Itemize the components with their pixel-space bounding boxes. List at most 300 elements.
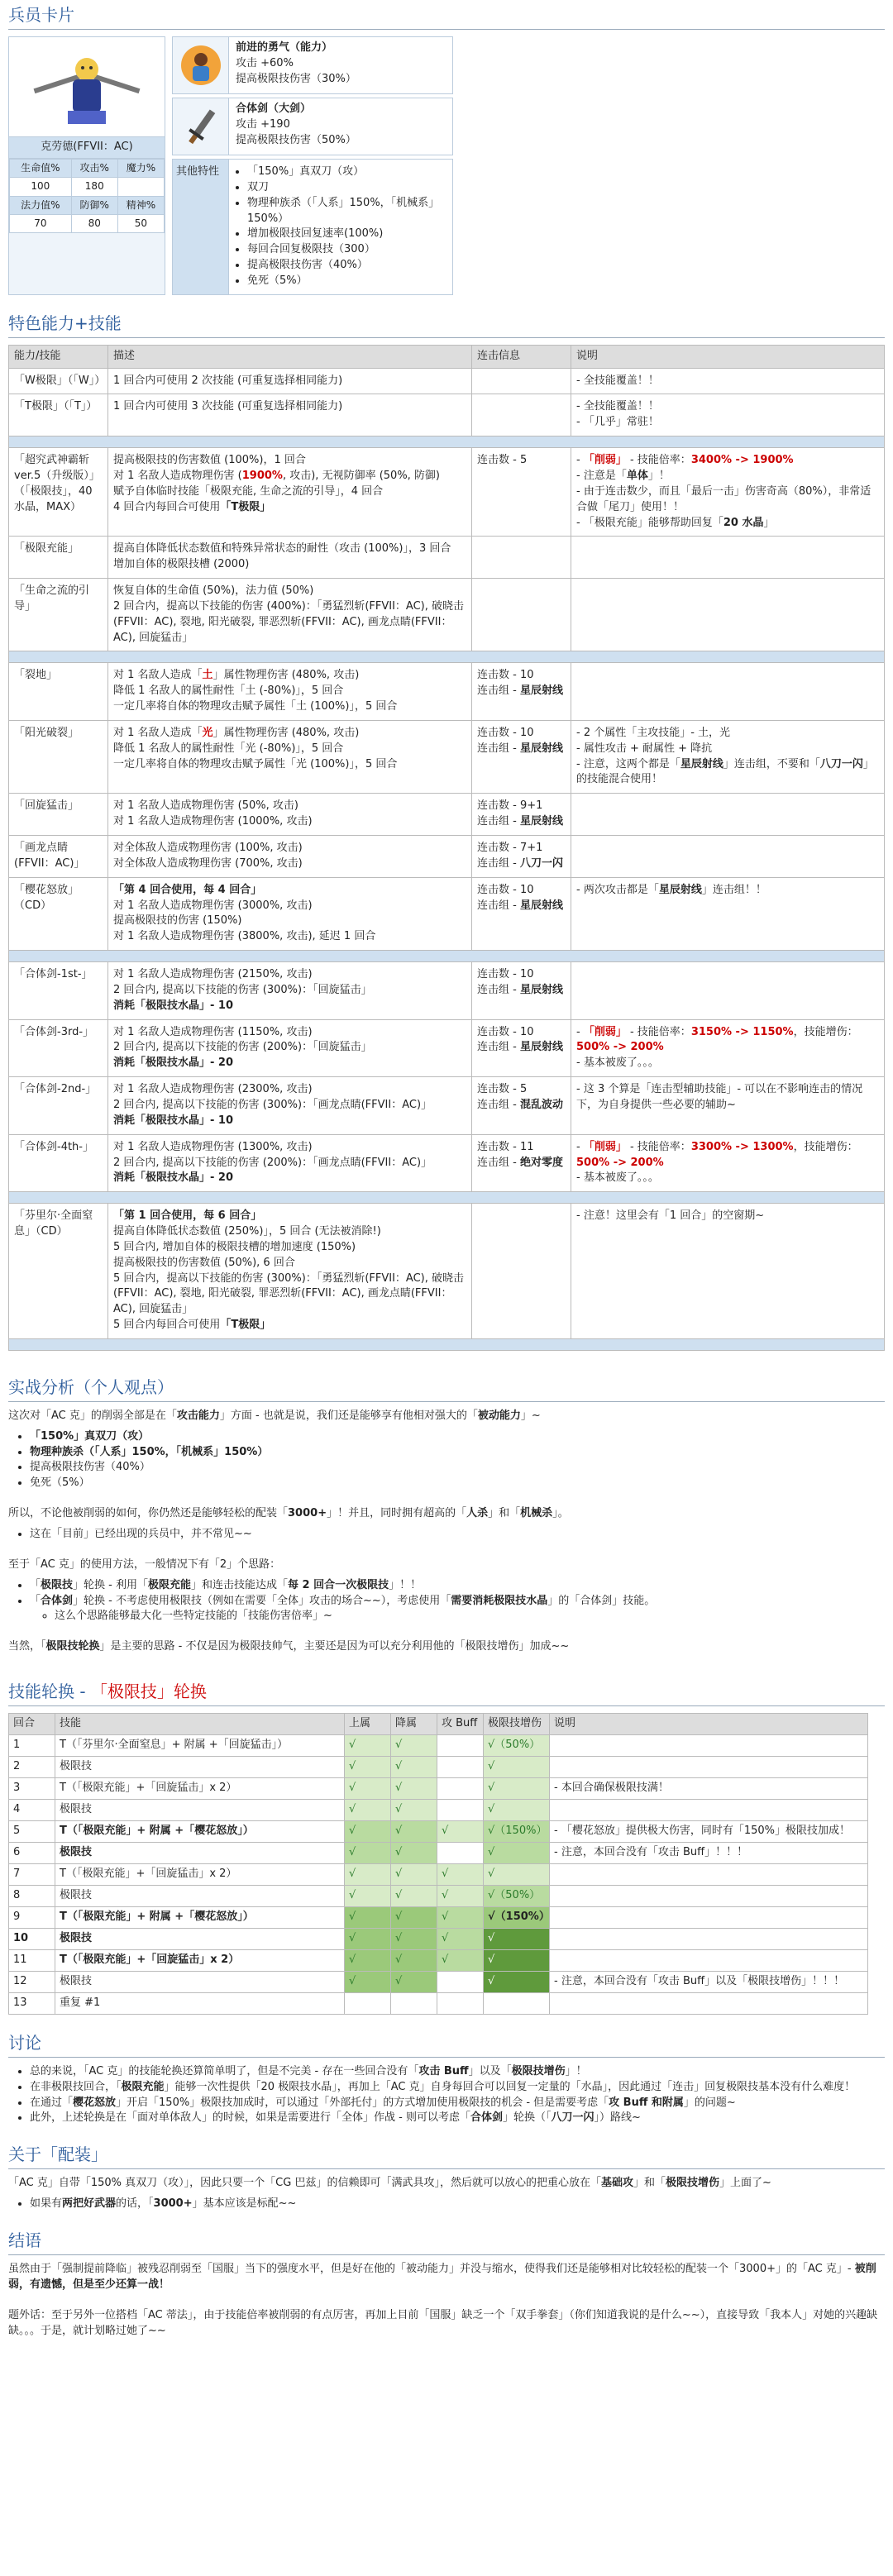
- check-mark: √: [345, 1863, 391, 1885]
- check-mark: √: [345, 1906, 391, 1928]
- note-bold: 八刀一闪: [819, 757, 863, 770]
- combo-label: 连击组 -: [477, 1041, 520, 1054]
- unit-portrait: [9, 37, 165, 136]
- note-red: 3300% -> 1300%: [690, 1140, 794, 1153]
- skill-desc: 提高极限技的伤害 (150%): [113, 914, 242, 928]
- table-row: [9, 1863, 868, 1885]
- equip-line: 提高极限技伤害（50%）: [236, 133, 356, 146]
- desc-text: 」属性物理伤害 (480%, 攻击): [213, 726, 360, 739]
- equip-paragraph: 「AC 克」自带「150% 真双刀（攻）」，因此只要一个「CG 巴兹」的信赖即可「满武具攻」，然后就可以放心的把重心放在「基础攻」和「极限技增伤」上面了~: [8, 2177, 771, 2190]
- list-item: • 「150%」真双刀（攻）: [30, 1429, 885, 1445]
- list-item: • 提高极限技伤害（40%）: [30, 1460, 885, 1476]
- skill-note: - 这 3 个算是「连击型辅助技能」- 可以在不影响连击的情况下，为自身提供一些必要的辅助~: [571, 1077, 885, 1135]
- analysis-paragraph: 所以，不论他被削弱的如何，你仍然还是能够轻松的配装「3000+」！并且，同时拥有超高的「人杀」和「机械杀」。: [8, 1507, 569, 1520]
- limit-buff: √（50%）: [484, 1885, 550, 1906]
- skill-name: 「回旋猛击」: [9, 794, 108, 836]
- turn-note: [550, 1799, 868, 1820]
- combo-info: 连击数 - 10: [477, 883, 534, 896]
- skill-desc: 消耗「极限技水晶」- 10: [113, 999, 234, 1012]
- check-mark: √: [391, 1906, 437, 1928]
- desc-text: 对 1 名敌人造成「: [113, 669, 203, 682]
- column-header: 回合: [9, 1714, 55, 1735]
- table-row: [9, 1971, 868, 1992]
- note-text: - 注意是「: [576, 469, 627, 482]
- skill-desc: 恢复自体的生命值 (50%)，法力值 (50%): [113, 584, 314, 598]
- unit-stats: [9, 159, 165, 234]
- column-header: 技能: [55, 1714, 345, 1735]
- equip-item: [172, 98, 453, 155]
- table-row: [9, 537, 885, 579]
- skill-name: 「樱花怒放」（CD）: [9, 877, 108, 950]
- skill-name: 「T极限」（「T」）: [9, 394, 108, 436]
- note-bold: 星辰射线: [658, 883, 702, 896]
- table-separator: [9, 951, 885, 962]
- table-row: [9, 1885, 868, 1906]
- stat-value: 50: [117, 215, 164, 233]
- turn-number: 10: [9, 1928, 55, 1949]
- stat-label: 生命值%: [10, 159, 72, 177]
- skill-desc: 消耗「极限技水晶」- 10: [113, 1114, 234, 1127]
- combo-group: 混乱波动: [519, 1098, 563, 1111]
- combo-group: 星辰射线: [519, 815, 563, 828]
- skill-desc: 对 1 名敌人造成物理伤害 (1150%, 攻击): [113, 1025, 313, 1038]
- turn-number: 5: [9, 1820, 55, 1842]
- combo-group: 八刀一闪: [519, 856, 563, 870]
- note-text: - 技能倍率：: [626, 1025, 691, 1038]
- list-item: • 在通过「樱花怒放」开启「150%」极限技加成时，可以通过「外部托付」的方式增加使用极限技的机会 - 但是需要考虑「攻 Buff 和附属」的问题~: [30, 2096, 885, 2111]
- column-header: 能力/技能: [9, 345, 108, 368]
- stat-value: 180: [71, 178, 117, 196]
- stat-value: 100: [10, 178, 72, 196]
- list-item: • 免死（5%）: [30, 1476, 885, 1491]
- turn-skill: 重复 #1: [55, 1992, 345, 2014]
- skill-name: 「合体剑-3rd-」: [9, 1019, 108, 1077]
- check-mark: √: [484, 1799, 550, 1820]
- table-row: [9, 1734, 868, 1756]
- skills-table: [8, 345, 885, 1351]
- swordsman-sprite-icon: [25, 41, 149, 132]
- combo-label: 连击组 -: [477, 856, 520, 870]
- note-text: - 注意，这两个都是「: [576, 757, 680, 770]
- note-text: - 技能倍率：: [626, 1140, 691, 1153]
- check-mark: √: [391, 1799, 437, 1820]
- note-text: - 两次攻击都是「: [576, 883, 659, 896]
- equip-line: 提高极限技伤害（30%）: [236, 72, 356, 85]
- turn-note: - 「樱花怒放」提供极大伤害，同时有「150%」极限技加成！: [550, 1820, 868, 1842]
- combo-label: 连击组 -: [477, 983, 520, 996]
- check-mark: √: [484, 1863, 550, 1885]
- check-mark: √: [484, 1949, 550, 1971]
- stat-value: 70: [10, 215, 72, 233]
- table-row: [9, 1204, 885, 1339]
- table-row: [9, 1077, 885, 1135]
- desc-highlight: 1900%: [241, 469, 283, 482]
- stat-value: [117, 178, 164, 196]
- combo-info: 连击数 - 5: [472, 448, 571, 537]
- skill-desc: 赋予自体临时技能「极限充能, 生命之流的引导」，4 回合: [113, 484, 384, 498]
- skill-name: 「芬里尔·全面窒息」（CD）: [9, 1204, 108, 1339]
- section-title-rotation: 技能轮换 - 「极限技」轮换: [8, 1680, 885, 1706]
- combo-label: 连击组 -: [477, 685, 520, 698]
- turn-note: [550, 1906, 868, 1928]
- turn-skill: 极限技: [55, 1756, 345, 1777]
- note-red: 「削弱」: [583, 1140, 627, 1153]
- skill-note: - 全技能覆盖！！: [571, 368, 885, 394]
- turn-skill: T（「芬里尔·全面窒息」+ 附属 +「回旋猛击」）: [55, 1734, 345, 1756]
- check-mark: √: [484, 1756, 550, 1777]
- check-mark: √: [345, 1756, 391, 1777]
- stat-value: 80: [71, 215, 117, 233]
- combo-info: 连击数 - 7+1: [477, 842, 543, 854]
- table-row: [9, 368, 885, 394]
- skill-name: 「生命之流的引导」: [9, 579, 108, 651]
- trait-item: • 免死（5%）: [247, 274, 446, 289]
- other-traits: [172, 159, 453, 295]
- table-row: [9, 962, 885, 1020]
- combo-info: 连击数 - 10: [477, 968, 534, 981]
- skill-name: 「阳光破裂」: [9, 720, 108, 793]
- combo-group: 绝对零度: [519, 1156, 563, 1169]
- skill-desc: 「第 1 回合使用，每 6 回合」: [113, 1209, 262, 1223]
- note-bold: 单体: [626, 469, 648, 482]
- turn-note: [550, 1949, 868, 1971]
- turn-skill: T（「极限充能」+ 附属 +「樱花怒放」）: [55, 1820, 345, 1842]
- skill-desc: 提高自体降低状态数值和特殊异常状态的耐性（攻击 (100%)」，3 回合: [113, 542, 451, 556]
- combo-group: 星辰射线: [519, 685, 563, 698]
- skill-desc: 一定几率将自体的物理攻击赋予属性「光 (100%)」，5 回合: [113, 757, 398, 770]
- combo-info: 连击数 - 10: [477, 1025, 534, 1038]
- check-mark: √: [437, 1820, 484, 1842]
- table-row: [9, 1756, 868, 1777]
- combo-label: 连击组 -: [477, 899, 520, 912]
- skill-desc: 2 回合内，提高以下技能的伤害 (400%)：「勇猛烈斩(FFVII：AC), 破晓击(FFVII：AC), 裂地, 阳光破裂, 罪恶烈斩(FFVII：AC), 画龙点睛(FFVII：AC), 回旋猛击」: [113, 599, 465, 644]
- combo-label: 连击组 -: [477, 742, 520, 755]
- limit-buff: √（150%）: [484, 1820, 550, 1842]
- check-mark: √: [345, 1734, 391, 1756]
- table-separator: [9, 1338, 885, 1350]
- check-mark: √: [391, 1971, 437, 1992]
- table-row: [9, 1820, 868, 1842]
- section-title-analysis: 实战分析（个人观点）: [8, 1376, 885, 1402]
- note-text: ，技能增伤：: [793, 1025, 858, 1038]
- note-text: - 「极限充能」能够帮助回复「: [576, 516, 723, 529]
- turn-number: 6: [9, 1842, 55, 1863]
- note-text: 」: [763, 516, 775, 529]
- check-mark: √: [484, 1842, 550, 1863]
- unit-name: 克劳德(FFVII：AC): [9, 136, 165, 159]
- turn-number: 12: [9, 1971, 55, 1992]
- turn-note: - 注意，本回合没有「攻击 Buff」以及「极限技增伤」！！！: [550, 1971, 868, 1992]
- check-mark: √: [484, 1971, 550, 1992]
- traits-label: 其他特性: [173, 160, 229, 294]
- list-item: • 在非极限技回合，「极限充能」能够一次性提供「20 极限技水晶」，再加上「AC 克」自身每回合可以回复一定量的「水晶」，因此通过「连击」回复极限技基本没有什么难度！: [30, 2080, 885, 2096]
- desc-text: , 攻击), 无视防御率 (50%, 防御): [282, 469, 441, 482]
- turn-skill: T（「极限充能」+ 附属 +「樱花怒放」）: [55, 1906, 345, 1928]
- table-separator: [9, 436, 885, 448]
- combo-label: 连击组 -: [477, 1098, 520, 1111]
- skill-desc: 降低 1 名敌人的属性耐性「光 (-80%)」，5 回合: [113, 742, 344, 755]
- turn-number: 11: [9, 1949, 55, 1971]
- skill-desc: 消耗「极限技水晶」- 20: [113, 1171, 234, 1185]
- note-red: 3400% -> 1900%: [690, 454, 794, 467]
- list-item: ◦ 这么个思路能够最大化一些特定技能的「技能伤害倍率」~: [55, 1609, 885, 1624]
- skill-desc: 2 回合内, 提高以下技能的伤害 (200%)：「回旋猛击」: [113, 1041, 372, 1054]
- note-bold: 20 水晶: [723, 516, 764, 529]
- turn-skill: 极限技: [55, 1842, 345, 1863]
- turn-note: [550, 1928, 868, 1949]
- skill-desc: 「第 4 回合使用，每 4 回合」: [113, 883, 262, 896]
- conclusion-paragraph: 题外话：至于另外一位搭档「AC 蒂法」，由于技能倍率被削弱的有点厉害，再加上目前「国服」缺乏一个「双手拳套」（你们知道我说的是什么~~），直接导致「我本人」对她的兴趣缺缺。。。于是，就计划略过她了~~: [8, 2308, 878, 2337]
- combo-info: 连击数 - 10: [477, 669, 534, 682]
- note-text: 」连击组，不要和「: [723, 757, 820, 770]
- skill-note: - 属性攻击 + 耐属性 + 降抗: [576, 742, 713, 755]
- column-header: 降属: [391, 1714, 437, 1735]
- note-text: -: [576, 1140, 584, 1153]
- check-mark: √: [345, 1928, 391, 1949]
- turn-number: 4: [9, 1799, 55, 1820]
- stat-label: 攻击%: [71, 159, 117, 177]
- trait-item: • 每回合回复极限技（300）: [247, 242, 446, 258]
- skill-desc: 降低 1 名敌人的属性耐性「土 (-80%)」，5 回合: [113, 685, 344, 698]
- turn-skill: 极限技: [55, 1971, 345, 1992]
- combo-info: 连击数 - 5: [477, 1083, 528, 1096]
- table-row: [9, 1134, 885, 1192]
- column-header: 极限技增伤: [484, 1714, 550, 1735]
- list-item: • 「合体剑」轮换 - 不考虑使用极限技（例如在需要「全体」攻击的场合~~），考虑使用「需要消耗极限技水晶」的「合体剑」技能。 ◦ 这么个思路能够最大化一些特定技能的「技能伤害倍率」~: [30, 1594, 885, 1625]
- table-row: [9, 1906, 868, 1928]
- strategy-list: [8, 1578, 885, 1625]
- turn-skill: 极限技: [55, 1799, 345, 1820]
- skill-desc: 1 回合内可使用 3 次技能 (可重复选择相同能力): [108, 394, 472, 436]
- note-text: - 技能倍率：: [626, 454, 691, 467]
- desc-text: 对 1 名敌人造成「: [113, 726, 203, 739]
- check-mark: √: [345, 1971, 391, 1992]
- skill-note: - 基本被废了。。。: [576, 1057, 659, 1070]
- trait-item: • 增加极限技回复速率(100%): [247, 227, 446, 242]
- list-item: • 这在「目前」已经出现的兵员中，并不常见~~: [30, 1527, 885, 1543]
- equip-title: 合体剑（大剑）: [236, 103, 312, 115]
- column-header: 上属: [345, 1714, 391, 1735]
- skill-desc: 对 1 名敌人造成物理伤害 (2300%, 攻击): [113, 1083, 313, 1096]
- analysis-paragraph: 这次对「AC 克」的削弱全部是在「攻击能力」方面 - 也就是说，我们还是能够享有他相对强大的「被动能力」~: [8, 1409, 541, 1422]
- note-text: 」连击组！！: [701, 883, 766, 896]
- stat-label: 法力值%: [10, 196, 72, 214]
- skill-desc: 对 1 名敌人造成物理伤害 (3000%, 攻击): [113, 899, 313, 912]
- combo-info: 连击数 - 10: [477, 726, 534, 739]
- list-item: • 总的来说，「AC 克」的技能轮换还算简单明了，但是不完美 - 存在一些回合没有「攻击 Buff」以及「极限技增伤」！: [30, 2064, 885, 2080]
- check-mark: √: [437, 1885, 484, 1906]
- check-mark: √: [391, 1949, 437, 1971]
- skill-desc: 5 回合内，提高以下技能的伤害 (300%)：「勇猛烈斩(FFVII：AC), 破晓击(FFVII：AC), 裂地, 阳光破裂, 罪恶烈斩(FFVII：AC), 画龙点睛(FFVII：AC), 回旋猛击」: [113, 1271, 465, 1316]
- note-red: 500% -> 200%: [576, 1041, 664, 1054]
- table-separator: [9, 651, 885, 663]
- turn-skill: T（「极限充能」+「回旋猛击」x 2）: [55, 1949, 345, 1971]
- desc-highlight: 光: [202, 726, 213, 739]
- desc-highlight: 土: [202, 669, 213, 682]
- check-mark: √: [345, 1949, 391, 1971]
- skill-desc: 提高极限技的伤害数值 (50%), 6 回合: [113, 1256, 295, 1269]
- turn-note: - 注意，本回合没有「攻击 Buff」！！！: [550, 1842, 868, 1863]
- note-red: 500% -> 200%: [576, 1156, 664, 1169]
- list-item: • 「极限技」轮换 - 利用「极限充能」和连击技能达成「每 2 回合一次极限技」！！: [30, 1578, 885, 1594]
- skill-desc: 一定几率将自体的物理攻击赋予属性「土 (100%)」，5 回合: [113, 700, 398, 713]
- table-row: [9, 663, 885, 721]
- check-mark: √: [345, 1820, 391, 1842]
- check-mark: √: [345, 1799, 391, 1820]
- column-header: 攻 Buff: [437, 1714, 484, 1735]
- check-mark: √: [391, 1820, 437, 1842]
- check-mark: √: [484, 1928, 550, 1949]
- skill-name: 「合体剑-1st-」: [9, 962, 108, 1020]
- desc-bold: 「T极限」: [220, 500, 271, 513]
- equipment-panel: [172, 36, 453, 295]
- turn-skill: T（「极限充能」+「回旋猛击」x 2）: [55, 1777, 345, 1799]
- equip-list: [8, 2197, 885, 2212]
- turn-number: 3: [9, 1777, 55, 1799]
- skill-note: - 由于连击数少，而且「最后一击」伤害奇高（80%），非常适合做「尾刀」使用！！: [576, 484, 872, 513]
- courage-ability-icon: [173, 37, 229, 93]
- note-red: 「削弱」: [583, 1025, 627, 1038]
- skill-desc: 对 1 名敌人造成物理伤害 (1300%, 攻击): [113, 1140, 313, 1153]
- list-item: • 如果有两把好武器的话，「3000+」基本应该是标配~~: [30, 2197, 885, 2212]
- skill-desc: 消耗「极限技水晶」- 20: [113, 1057, 234, 1070]
- analysis-paragraph: 当然，「极限技轮换」是主要的思路 - 不仅是因为极限技帅气，主要还是因为可以充分利用他的「极限技增伤」加成~~: [8, 1640, 570, 1653]
- skill-note: - 「几乎」常驻！: [576, 416, 659, 429]
- table-row: [9, 1019, 885, 1077]
- turn-skill: 极限技: [55, 1928, 345, 1949]
- note-red: 「削弱」: [583, 454, 627, 467]
- check-mark: √: [345, 1842, 391, 1863]
- check-mark: √: [437, 1949, 484, 1971]
- check-mark: √: [391, 1928, 437, 1949]
- skill-desc: 对 1 名敌人造成物理伤害 (50%, 攻击): [113, 799, 298, 813]
- check-mark: √: [391, 1842, 437, 1863]
- skill-desc: 增加自体的极限技槽 (2000): [113, 558, 250, 571]
- analysis-paragraph: 至于「AC 克」的使用方法，一般情况下有「2」个思路：: [8, 1558, 281, 1571]
- trait-item: • 双刀: [247, 180, 446, 196]
- table-row: [9, 877, 885, 950]
- turn-note: [550, 1756, 868, 1777]
- turn-number: 9: [9, 1906, 55, 1928]
- skill-desc: 2 回合内, 提高以下技能的伤害 (300%)：「回旋猛击」: [113, 983, 372, 996]
- equip-title: 前进的勇气（能力）: [236, 41, 333, 54]
- turn-note: [550, 1992, 868, 2014]
- skill-note: - 基本被废了。。。: [576, 1171, 659, 1185]
- trait-item: • 物理种族杀（「人系」150%，「机械系」150%）: [247, 196, 446, 227]
- table-row: [9, 1799, 868, 1820]
- check-mark: √: [391, 1885, 437, 1906]
- skill-name: 「超究武神霸斩 ver.5（升级版）」（「极限技」，40 水晶，MAX）: [9, 448, 108, 537]
- table-row: [9, 394, 885, 436]
- skill-name: 「裂地」: [9, 663, 108, 721]
- limit-buff: √（50%）: [484, 1734, 550, 1756]
- check-mark: √: [437, 1928, 484, 1949]
- check-mark: √: [437, 1863, 484, 1885]
- note-text: -: [576, 1025, 584, 1038]
- skill-desc: 2 回合内, 提高以下技能的伤害 (300%)：「画龙点睛(FFVII：AC)」: [113, 1098, 432, 1111]
- skill-desc: 提高极限技的伤害数值 (100%)，1 回合: [113, 454, 306, 467]
- table-row: [9, 794, 885, 836]
- check-mark: √: [391, 1863, 437, 1885]
- skill-desc: 2 回合内, 提高以下技能的伤害 (200%)：「画龙点睛(FFVII：AC)」: [113, 1156, 432, 1169]
- passive-list: [8, 1429, 885, 1491]
- table-row: [9, 1992, 868, 2014]
- stat-label: 防御%: [71, 196, 117, 214]
- conclusion-paragraph: 虽然由于「强制提前降临」被残忍削弱至「国服」当下的强度水平，但是好在他的「被动能力」并没与缩水，使得我们还是能够相对比较轻松的配装一个「3000+」的「AC 克」- 被削弱，有遗憾，但是至少还算一战！: [8, 2262, 876, 2291]
- desc-text: 4 回合内每回合可使用: [113, 500, 221, 513]
- greatsword-icon: [173, 98, 229, 155]
- skill-desc: 对 1 名敌人造成物理伤害 (2150%, 攻击): [113, 968, 313, 981]
- note-red: 3150% -> 1150%: [690, 1025, 794, 1038]
- turn-skill: 极限技: [55, 1885, 345, 1906]
- trait-item: • 提高极限技伤害（40%）: [247, 258, 446, 274]
- combo-group: 星辰射线: [519, 983, 563, 996]
- turn-note: [550, 1734, 868, 1756]
- desc-text: 对 1 名敌人造成物理伤害 (: [113, 469, 242, 482]
- discussion-list: [8, 2064, 885, 2126]
- section-title-skills: 特色能力+技能: [8, 312, 885, 338]
- check-mark: √: [391, 1734, 437, 1756]
- column-header: 说明: [571, 345, 885, 368]
- combo-info: 连击数 - 9+1: [477, 799, 543, 813]
- check-mark: √: [345, 1777, 391, 1799]
- note-bold: 星辰射线: [680, 757, 723, 770]
- skill-name: 「极限充能」: [9, 537, 108, 579]
- section-title-conclusion: 结语: [8, 2229, 885, 2255]
- combo-group: 星辰射线: [519, 742, 563, 755]
- skill-desc: 对全体敌人造成物理伤害 (100%, 攻击): [113, 842, 303, 854]
- list-item: • 物理种族杀（「人系」150%，「机械系」150%）: [30, 1445, 885, 1461]
- column-header: 连击信息: [472, 345, 571, 368]
- combo-info: 连击数 - 11: [477, 1140, 534, 1153]
- skill-desc: 1 回合内可使用 2 次技能 (可重复选择相同能力): [108, 368, 472, 394]
- turn-number: 2: [9, 1756, 55, 1777]
- section-title-discussion: 讨论: [8, 2031, 885, 2058]
- skill-note: - 注意！这里会有「1 回合」的空窗期~: [571, 1204, 885, 1339]
- combo-group: 星辰射线: [519, 899, 563, 912]
- table-row: [9, 579, 885, 651]
- note-list: [8, 1527, 885, 1543]
- skill-desc: 提高自体降低状态数值 (250%)」，5 回合 (无法被消除!): [113, 1225, 381, 1238]
- unit-panel: [8, 36, 165, 295]
- turn-note: [550, 1863, 868, 1885]
- turn-number: 13: [9, 1992, 55, 2014]
- skill-desc: 对全体敌人造成物理伤害 (700%, 攻击): [113, 856, 303, 870]
- note-text: 」！: [647, 469, 670, 482]
- turn-number: 8: [9, 1885, 55, 1906]
- turn-note: - 本回合确保极限技满！: [550, 1777, 868, 1799]
- stat-label: 精神%: [117, 196, 164, 214]
- skill-name: 「画龙点睛(FFVII：AC)」: [9, 836, 108, 878]
- skill-note: - 2 个属性「主攻技能」- 土，光: [576, 726, 731, 739]
- note-text: ，技能增伤：: [793, 1140, 858, 1153]
- equip-line: 攻击 +60%: [236, 56, 294, 69]
- desc-bold: 「T极限」: [220, 1319, 271, 1332]
- turn-number: 1: [9, 1734, 55, 1756]
- trait-item: • 「150%」真双刀（攻）: [247, 165, 446, 180]
- skill-name: 「W极限」（「W」）: [9, 368, 108, 394]
- column-header: 说明: [550, 1714, 868, 1735]
- column-header: 描述: [108, 345, 472, 368]
- check-mark: √: [345, 1885, 391, 1906]
- stat-label: 魔力%: [117, 159, 164, 177]
- desc-text: 5 回合内每回合可使用: [113, 1319, 221, 1332]
- equip-line: 攻击 +190: [236, 117, 290, 131]
- combo-group: 星辰射线: [519, 1041, 563, 1054]
- desc-text: 」属性物理伤害 (480%, 攻击): [213, 669, 360, 682]
- table-row: [9, 720, 885, 793]
- equip-item: [172, 36, 453, 94]
